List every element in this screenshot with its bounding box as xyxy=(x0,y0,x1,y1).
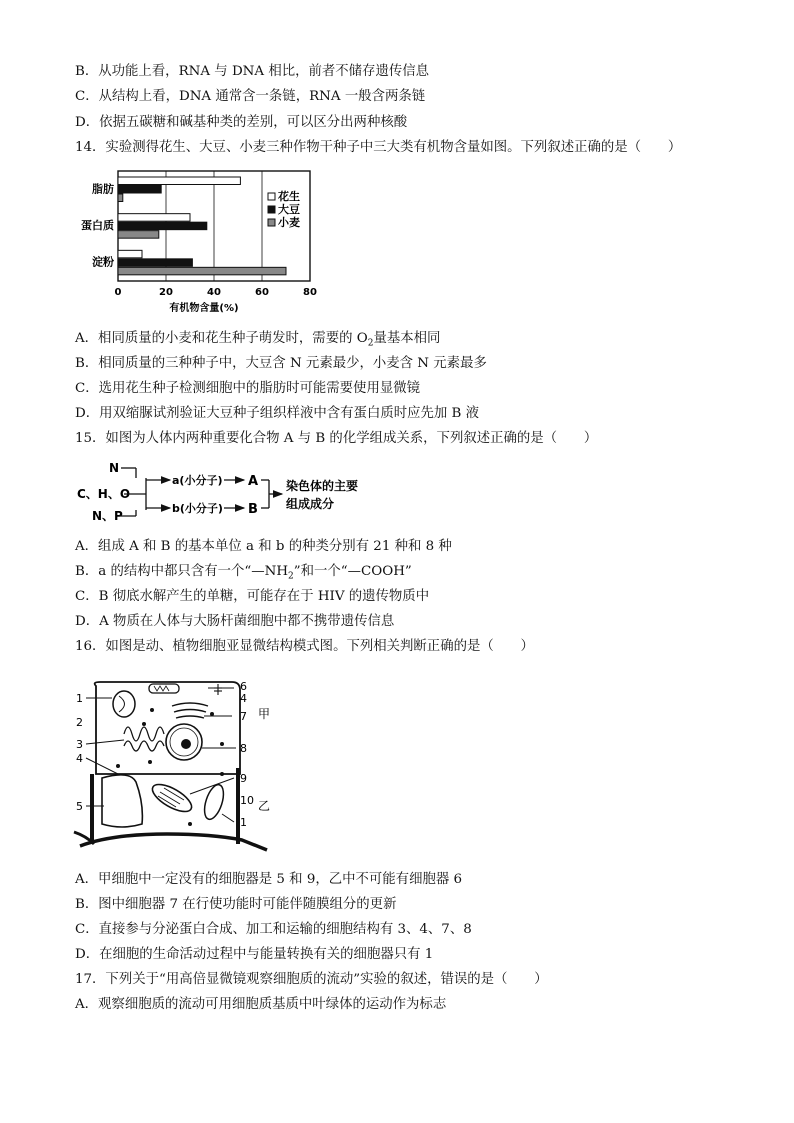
option-16c: C．直接参与分泌蛋白合成、加工和运输的细胞结构有 3、4、7、8 xyxy=(75,922,472,937)
option-14c: C．选用花生种子检测细胞中的脂肪时可能需要使用显微镜 xyxy=(75,381,421,396)
x-tick-label: 80 xyxy=(303,287,317,298)
question-15: 15．如图为人体内两种重要化合物 A 与 B 的化学组成关系，下列叙述正确的是（ ） xyxy=(75,431,598,446)
label-4-right: 4 xyxy=(240,692,247,705)
cell-yi-label: 乙 xyxy=(258,799,271,813)
element-np: N、P xyxy=(92,509,123,523)
question-14: 14．实验测得花生、大豆、小麦三种作物干种子中三大类有机物含量如图。下列叙述正确的是（ ） xyxy=(75,140,682,155)
label-B: B xyxy=(248,502,258,517)
option-15c: C．B 彻底水解产生的单糖，可能存在于 HIV 的遗传物质中 xyxy=(75,589,430,604)
x-tick-label: 60 xyxy=(255,287,269,298)
option-16d: D．在细胞的生命活动过程中与能量转换有关的细胞器只有 1 xyxy=(75,947,434,962)
bar xyxy=(118,250,142,258)
option-15b-tail: ”和一个“—COOH” xyxy=(293,564,412,579)
legend-swatch xyxy=(268,219,275,226)
question-16: 16．如图是动、植物细胞亚显微结构模式图。下列相关判断正确的是（ ） xyxy=(75,639,534,654)
bar xyxy=(118,267,286,275)
question-17: 17．下列关于“用高倍显微镜观察细胞质的流动”实验的叙述，错误的是（ ） xyxy=(75,972,548,987)
option-13d: D．依据五碳糖和碱基种类的差别，可以区分出两种核酸 xyxy=(75,115,408,130)
label-1-left: 1 xyxy=(76,692,83,705)
option-15a: A．组成 A 和 B 的基本单位 a 和 b 的种类分别有 21 种和 8 种 xyxy=(75,539,452,554)
bar xyxy=(118,177,240,185)
option-14a-text: A．相同质量的小麦和花生种子萌发时，需要的 O xyxy=(75,331,368,346)
legend-label: 大豆 xyxy=(278,203,300,216)
option-14a xyxy=(75,330,440,353)
option-14b: B．相同质量的三种种子中，大豆含 N 元素最少，小麦含 N 元素最多 xyxy=(75,356,487,371)
label-a-small: a(小分子) xyxy=(172,474,223,487)
label-7-right: 7 xyxy=(240,710,247,723)
label-6-right: 6 xyxy=(240,680,247,693)
label-4-left: 4 xyxy=(76,752,83,765)
diagram-q16 xyxy=(72,674,282,854)
category-label: 淀粉 xyxy=(92,255,114,269)
category-label: 蛋白质 xyxy=(81,218,114,232)
legend-swatch xyxy=(268,193,275,200)
cell-jia-label: 甲 xyxy=(258,707,271,721)
x-tick-label: 40 xyxy=(207,287,221,298)
subscript-2: 2 xyxy=(367,338,374,349)
option-14a-tail: 量基本相同 xyxy=(373,331,441,346)
label-2-left: 2 xyxy=(76,716,83,729)
subscript-2b: 2 xyxy=(288,571,294,582)
label-1-right: 1 xyxy=(240,816,247,829)
x-tick-label: 0 xyxy=(114,287,122,298)
bar xyxy=(118,194,123,202)
bar-chart xyxy=(70,163,330,323)
chart-q14 xyxy=(70,163,330,323)
label-8-right: 8 xyxy=(240,742,247,755)
result-line2: 组成成分 xyxy=(286,497,335,511)
label-b-small: b(小分子) xyxy=(172,502,223,515)
option-15b xyxy=(75,563,412,586)
option-13b: B．从功能上看，RNA 与 DNA 相比，前者不储存遗传信息 xyxy=(75,64,430,79)
legend-swatch xyxy=(268,206,275,213)
label-5-left: 5 xyxy=(76,800,83,813)
label-9-right: 9 xyxy=(240,772,247,785)
x-axis-label: 有机物含量(%) xyxy=(169,303,239,314)
bar xyxy=(118,222,207,230)
label-3-left: 3 xyxy=(76,738,83,751)
option-15b-text: B．a 的结构中都只含有一个“—NH xyxy=(75,564,289,579)
bar xyxy=(118,214,190,222)
bar xyxy=(118,186,161,194)
legend-label: 花生 xyxy=(278,190,300,203)
label-A: A xyxy=(248,474,259,489)
option-14d: D．用双缩脲试剂验证大豆种子组织样液中含有蛋白质时应先加 B 液 xyxy=(75,406,480,421)
option-13c: C．从结构上看，DNA 通常含一条链，RNA 一般含两条链 xyxy=(75,89,426,104)
option-15d: D．A 物质在人体与大肠杆菌细胞中都不携带遗传信息 xyxy=(75,614,395,629)
bar xyxy=(118,259,192,267)
element-n: N xyxy=(109,461,120,475)
option-16b: B．图中细胞器 7 在行使功能时可能伴随膜组分的更新 xyxy=(75,897,397,912)
bar xyxy=(118,231,159,239)
diagram-q15 xyxy=(74,458,374,528)
option-16a: A．甲细胞中一定没有的细胞器是 5 和 9，乙中不可能有细胞器 6 xyxy=(75,872,463,887)
legend-label: 小麦 xyxy=(278,216,300,229)
option-17a: A．观察细胞质的流动可用细胞质基质中叶绿体的运动作为标志 xyxy=(75,997,447,1012)
category-label: 脂肪 xyxy=(92,182,114,196)
result-line1: 染色体的主要 xyxy=(286,479,359,493)
x-tick-label: 20 xyxy=(159,287,173,298)
label-10-right: 10 xyxy=(240,794,254,807)
element-cho: C、H、O xyxy=(77,487,131,501)
